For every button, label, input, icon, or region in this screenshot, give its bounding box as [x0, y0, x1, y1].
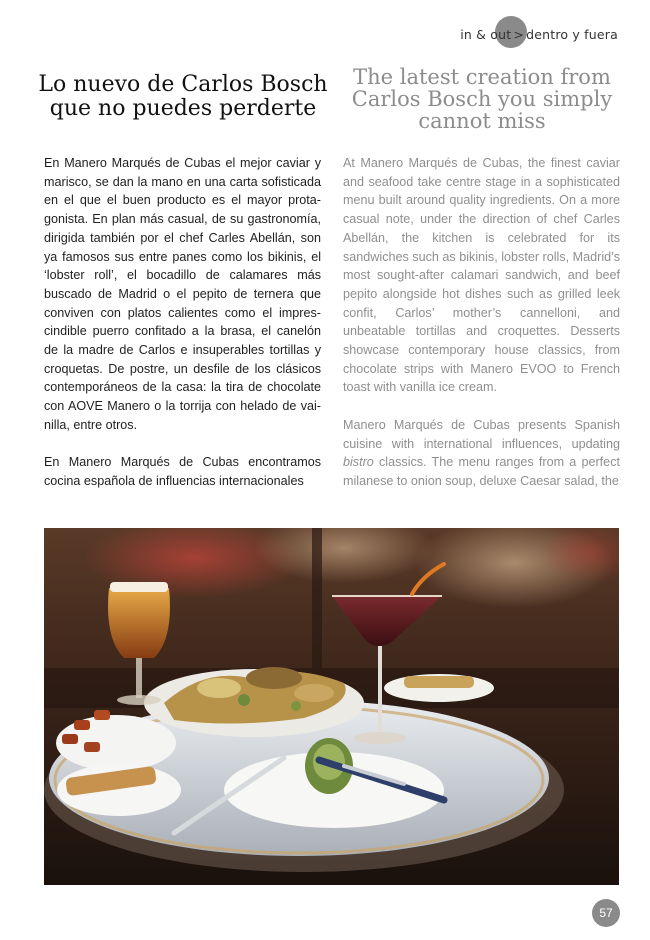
english-paragraph-2-end: classics. The menu ranges from a perfect milanese to onion soup, deluxe Caesar salad, the — [343, 455, 620, 488]
english-paragraph-2-start: Manero Marqués de Cubas presents Spanish cuisine with international influences, updating — [343, 417, 620, 451]
spanish-paragraph-1: En Manero Marqués de Cubas el mejor caviar y marisco, se dan la mano en una carta sofisticada en el que el buen producto es el mayor protagonista. En plan más casual, de su gastronomía, dirigida también por el chef Carles Abellán, son ya famosos sus entre panes como los bikinis, el ‘lobster roll’, el bocadillo de calamares más buscado de Madrid o el pepito de ternera que conviven con platos calientes como el imprescindible puerro confitado a la brasa, el canelón de la madre de Carlos e insuperables tortillas y croquetas. De postre, un desfile de los clásicos contemporáneos de la casa: la tira de chocolate con AOVE Manero o la torrija con helado de vainilla, entre otros. — [44, 156, 321, 432]
section-tag-suffix: dentro y fuera — [526, 26, 618, 42]
english-paragraph-2-italic: bistro — [343, 455, 374, 470]
title-spanish: Lo nuevo de Carlos Bosch que no puedes perderte — [38, 72, 328, 121]
column-spanish — [44, 154, 321, 509]
restaurant-photo — [44, 528, 619, 885]
section-tag-prefix: in & out — [460, 26, 512, 42]
column-english — [343, 154, 620, 509]
title-english: The latest creation from Carlos Bosch you simply cannot miss — [351, 65, 613, 133]
page-number: 57 — [592, 899, 620, 927]
spanish-paragraph-2: En Manero Marqués de Cubas encontramos cocina española de influencias internacionales — [44, 455, 321, 488]
english-paragraph-1: At Manero Marqués de Cubas, the finest caviar and seafood take centre stage in a sophisticated menu built around quality ingredients. On a more casual note, under the direction of chef Carles Abellán, the kitchen is celebrated for its sandwiches such as bikinis, lobster rolls, Madrid’s most sought-after calamari sandwich, and beef pepito alongside hot dishes such as grilled leek confit, Carlos’ mother’s cannelloni, and unbeatable tortillas and croquettes. Desserts showcase contemporary house classics, from chocolate strips with Manero EVOO to French toast with vanilla ice cream. — [343, 156, 620, 395]
restaurant-photo-illustration — [44, 528, 619, 885]
english-paragraph-2 — [343, 416, 620, 491]
section-tag — [460, 16, 618, 52]
section-tag-arrow: > — [513, 26, 525, 42]
